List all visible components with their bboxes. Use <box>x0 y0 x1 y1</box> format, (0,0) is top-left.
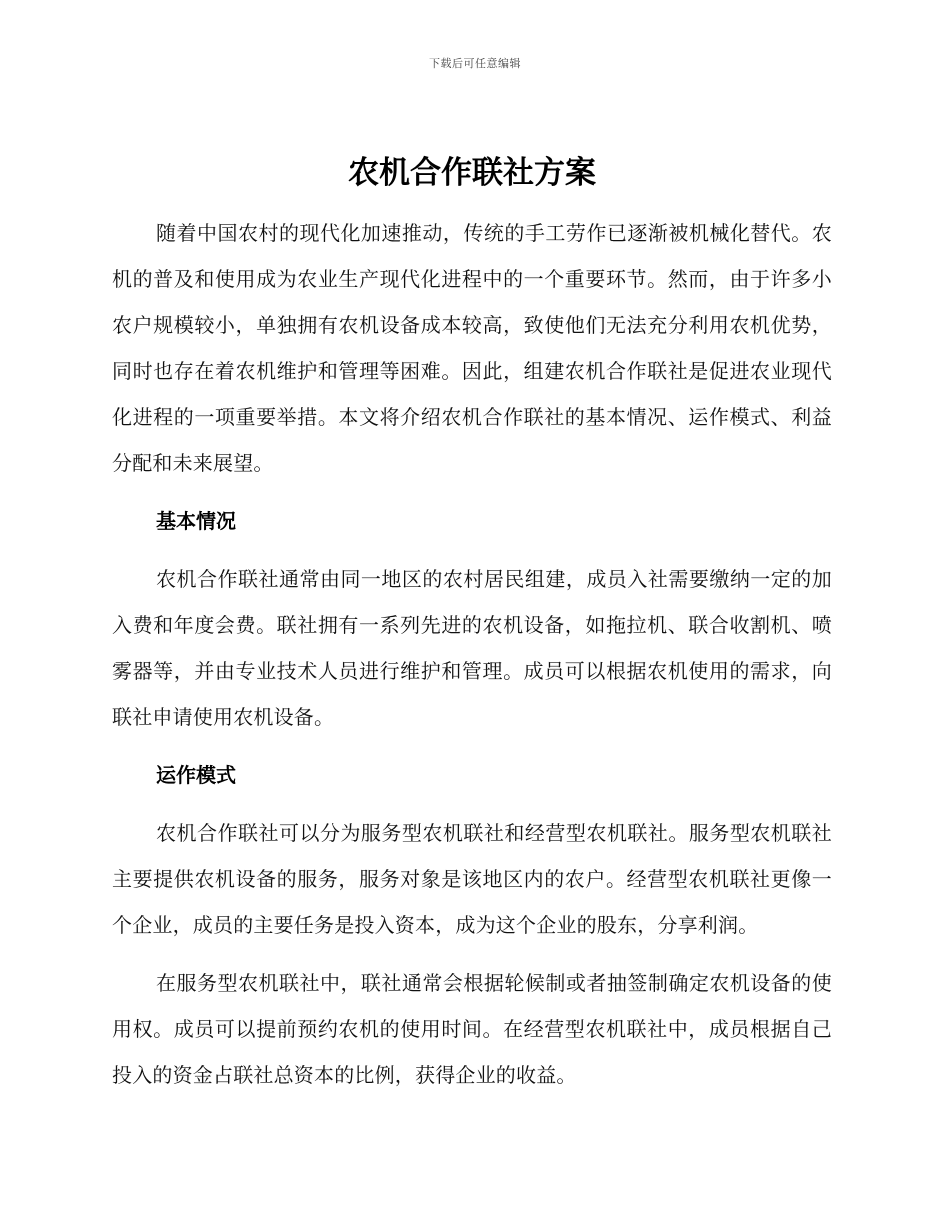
section-heading-operation-mode: 运作模式 <box>156 763 236 787</box>
spacer <box>112 740 832 752</box>
page-header-note: 下载后可任意编辑 <box>429 57 521 70</box>
document-title: 农机合作联社方案 <box>348 155 596 191</box>
operation-mode-paragraph-2: 在服务型农机联社中，联社通常会根据轮候制或者抽签制确定农机设备的使用权。成员可以提前预约农机的使用时间。在经营型农机联社中，成员根据自己投入的资金占联社总资本的比例，获得企业的收益。 <box>112 971 832 1087</box>
spacer <box>112 486 832 498</box>
intro-paragraph: 随着中国农村的现代化加速推动，传统的手工劳作已逐渐被机械化替代。农机的普及和使用成为农业生产现代化进程中的一个重要环节。然而，由于许多小农户规模较小，单独拥有农机设备成本较高，致使他们无法充分利用农机优势，同时也存在着农机维护和管理等困难。因此，组建农机合作联社是促进农业现代化进程的一项重要举措。本文将介绍农机合作联社的基本情况、运作模式、利益分配和未来展望。 <box>112 221 832 475</box>
operation-mode-paragraph-1: 农机合作联社可以分为服务型农机联社和经营型农机联社。服务型农机联社主要提供农机设备的服务，服务对象是该地区内的农户。经营型农机联社更像一个企业，成员的主要任务是投入资本，成为这个企业的股东，分享利润。 <box>112 821 832 937</box>
spacer <box>112 544 832 556</box>
spacer <box>112 948 832 960</box>
document-body <box>112 150 832 1098</box>
section-heading-basic-info: 基本情况 <box>156 509 236 533</box>
basic-info-paragraph: 农机合作联社通常由同一地区的农村居民组建，成员入社需要缴纳一定的加入费和年度会费。联社拥有一系列先进的农机设备，如拖拉机、联合收割机、喷雾器等，并由专业技术人员进行维护和管理。成员可以根据农机使用的需求，向联社申请使用农机设备。 <box>112 567 832 729</box>
spacer <box>112 798 832 810</box>
